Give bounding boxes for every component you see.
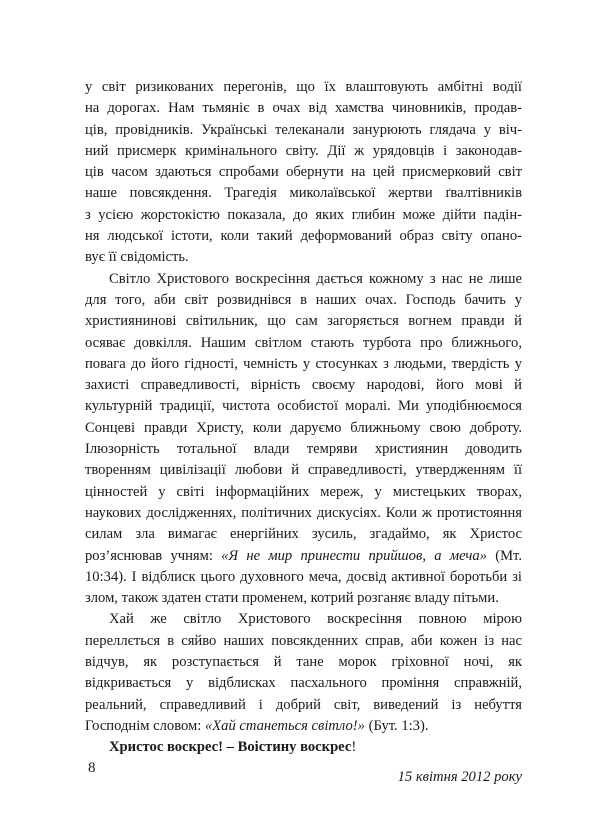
- p1-line: ців часом здаються спробами обернути на цей присмерковий світ: [85, 164, 522, 181]
- greeting-separator: –: [223, 739, 238, 756]
- page-number: 8: [88, 760, 96, 776]
- easter-greeting: [85, 737, 522, 758]
- p1-line: наше повсякдення. Трагедія миколаївської жертви ґвалтівників: [85, 185, 522, 202]
- paragraph-2: [85, 269, 522, 610]
- p2-text-end: (Мт. 10:34). І відблиск цього духовного меча, досвід активної боротьби зі злом, також здатен стати променем, котрий розганяє владу пітьми.: [85, 547, 522, 607]
- p1-line: ня людської істоти, коли такий деформований образ світу опано-: [85, 228, 522, 245]
- date-line: 15 квітня 2012 року: [397, 768, 522, 785]
- main-text: [85, 77, 522, 788]
- p3-text-end: (Бут. 1:3).: [364, 717, 429, 734]
- greeting-part-2: Воістину воскрес: [237, 739, 352, 756]
- p1-line: вує її свідомість.: [85, 249, 189, 266]
- p1-line: у світ ризикованих перегонів, що їх влаштовують амбітні водії: [85, 79, 522, 95]
- p1-line: на дорогах. Нам тьмяніє в очах від хамства чиновників, продав-: [85, 100, 522, 117]
- greeting-end: !: [351, 739, 357, 756]
- p1-line: ний присмерк кримінального світу. Дії ж урядовців і законодав-: [85, 142, 522, 159]
- p2-scripture-quote: «Я не мир принести прийшов, а меча»: [221, 547, 487, 564]
- paragraph-1: [85, 77, 522, 269]
- p3-text-start: Хай же світло Христового воскресіння повною мірою переллється в сяйво наших повсякденних справ, аби кожен із нас відчув, як розступається й тане морок гріховної ночі, як відкривається у відблисках пасхального проміння справжній, реальний, справедливий і добрий світ, виведений із небуття Господнім словом:: [85, 611, 522, 734]
- p3-scripture-quote: «Хай станеться світло!»: [204, 717, 365, 734]
- p1-line: ців, провідників. Українські телеканали занурюють глядача у віч-: [85, 121, 522, 138]
- p1-line: з усією жорстокістю показала, до яких глибин може дійти падін-: [85, 206, 522, 223]
- p2-text-start: Світло Христового воскресіння дається кожному з нас не лише для того, аби світ розвиднівся в наших очах. Господь бачить у християнинові світильник, що сам загоряється вогнем правди й осяває довкілля. Нашим світлом стають турбота про ближнього, повага до його гідності, чемність у стосунках з людьми, твердість у захисті справедливості, вірність своєму народові, його мові й культурній традиції, чистота особистої моралі. Ми уподібнюємося Сонцеві правди Христу, коли даруємо ближньому свою доброту. Ілюзорність тотальної влади темряви християнин доводить творенням цивілізації любови й справедливості, утвердженням її цінностей у світі інформаційних мереж, у мистецьких творах, наукових дослідженнях, політичних дискусіях. Коли ж протистояння силам зла вимагає енергійних зусиль, згадаймо, як Христос роз’яснював учням:: [85, 270, 522, 564]
- greeting-part-1: Христос воскрес!: [109, 739, 224, 756]
- paragraph-3: [85, 609, 522, 737]
